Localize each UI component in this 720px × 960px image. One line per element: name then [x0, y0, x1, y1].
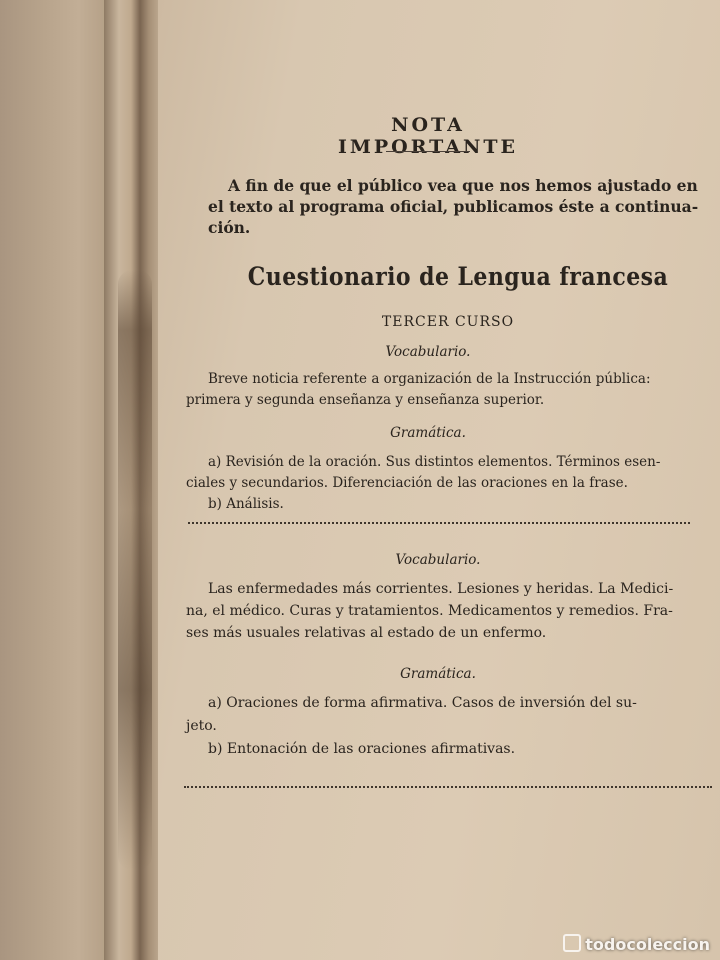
page-content [158, 0, 720, 960]
section2-vocab-text [186, 578, 716, 644]
section1-vocab-heading: Vocabulario. [385, 344, 471, 360]
item-label: a) [208, 454, 222, 470]
item-label: a) [208, 695, 222, 711]
text-line: Las enfermedades más corrientes. Lesiones y heridas. La Medici- [208, 581, 674, 597]
text-line: na, el médico. Curas y tratamientos. Medicamentos y remedios. Fra- [186, 603, 673, 619]
item-text: Entonación de las oraciones afirmativas. [226, 741, 516, 757]
list-item [186, 452, 716, 473]
section1-gram-heading: Gramática. [390, 425, 466, 441]
item-label: b) [208, 741, 223, 757]
text-line: Breve noticia referente a organización de la Instrucción pública: [208, 371, 651, 387]
document-page [158, 0, 720, 960]
spine-wear [118, 270, 152, 870]
course-heading: TERCER CURSO [381, 314, 515, 330]
text-line: primera y segunda enseñanza y enseñanza superior. [186, 392, 545, 408]
text-line: ses más usuales relativas al estado de un enfermo. [186, 625, 547, 641]
section1-vocab-text [186, 369, 716, 411]
watermark [563, 934, 710, 954]
text-line: ciales y secundarios. Diferenciación de las oraciones en la frase. [186, 475, 628, 491]
intro-line: ción. [208, 218, 251, 237]
intro-line: el texto al programa oficial, publicamos éste a continua- [208, 197, 699, 216]
list-item [186, 494, 716, 515]
left-page-edge [0, 0, 112, 960]
item-text: Oraciones de forma afirmativa. Casos de inversión del su- [226, 695, 637, 711]
section2-gram-items [186, 692, 720, 761]
text-line: jeto. [186, 718, 217, 734]
list-item [186, 692, 720, 715]
item-text: Análisis. [226, 496, 284, 512]
dotted-separator [188, 522, 690, 524]
heading-rule [386, 151, 470, 152]
item-label: b) [208, 496, 222, 512]
intro-line: A fin de que el público vea que nos hemos ajustado en [228, 176, 698, 195]
document-title: Cuestionario de Lengua francesa [247, 262, 669, 291]
page-heading: NOTA IMPORTANTE [337, 114, 519, 158]
section2-gram-heading: Gramática. [400, 666, 476, 682]
intro-paragraph [208, 175, 713, 238]
section1-gram-items [186, 452, 716, 515]
watermark-text: todocoleccion [585, 935, 710, 954]
section2-vocab-heading: Vocabulario. [395, 552, 481, 568]
watermark-logo-icon [563, 934, 581, 952]
dotted-separator [184, 786, 712, 788]
item-text: Revisión de la oración. Sus distintos elementos. Términos esen- [225, 454, 661, 470]
list-item [186, 738, 720, 761]
